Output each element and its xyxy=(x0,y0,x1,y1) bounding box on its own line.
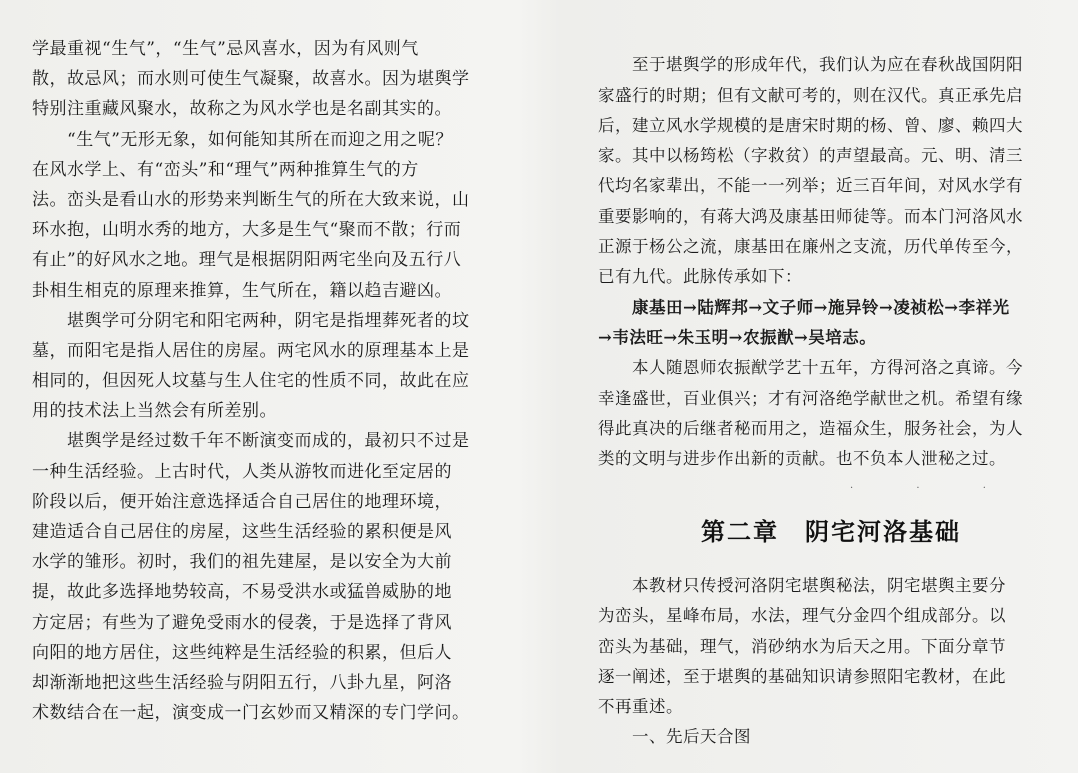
text-line: 峦头为基础，理气，消砂纳水为后天之用。下面分章节 xyxy=(598,636,1006,656)
text-line: 法。峦头是看山水的形势来判断生气的所在大致来说，山 xyxy=(32,189,470,210)
lineage-line: →韦法旺→朱玉明→农振猷→吴培志。 xyxy=(598,327,877,347)
text-line: 堪舆学可分阴宅和阳宅两种，阴宅是指埋葬死者的坟 xyxy=(32,310,470,331)
text-line: 幸逢盛世，百业俱兴；才有河洛绝学献世之机。希望有缘 xyxy=(598,388,1023,408)
text-line: 却渐渐地把这些生活经验与阴阳五行，八卦九星，阿洛 xyxy=(32,672,452,693)
text-line: 代均名家辈出，不能一一列举；近三百年间，对风水学有 xyxy=(598,176,1023,196)
text-line: 相同的，但因死人坟墓与生人住宅的性质不同，故此在应 xyxy=(32,371,470,392)
text-line: 方定居；有些为了避免受雨水的侵袭，于是选择了背风 xyxy=(32,612,452,633)
text-line: 建造适合自己居住的房屋，这些生活经验的累积便是风 xyxy=(32,522,452,542)
text-line: 重要影响的，有蒋大鸿及康基田师徒等。而本门河洛风水 xyxy=(598,206,1023,226)
text-line: 墓，而阳宅是指人居住的房屋。两宅风水的原理基本上是 xyxy=(32,340,470,361)
text-line: 特别注重藏风聚水，故称之为风水学也是名副其实的。 xyxy=(32,99,452,120)
section-heading: 一、先后天合图 xyxy=(598,727,751,747)
right-page-text-bottom xyxy=(598,571,1064,753)
text-line: 散，故忌风；而水则可使生气凝聚，故喜水。因为堪舆学 xyxy=(32,69,470,90)
text-line: 为峦头，星峰布局，水法，理气分金四个组成部分。以 xyxy=(598,606,1006,626)
text-line: 得此真决的后继者秘而用之，造福众生，服务社会，为人 xyxy=(598,418,1023,438)
text-line: 环水抱，山明水秀的地方，大多是生气“聚而不散；行而 xyxy=(32,220,462,241)
text-line: 用的技术法上当然会有所差别。 xyxy=(32,401,277,422)
text-line: 一种生活经验。上古时代，人类从游牧而进化至定居的 xyxy=(32,461,452,482)
right-page-text-top xyxy=(598,20,1064,474)
text-line: 不再重述。 xyxy=(598,697,683,717)
text-line xyxy=(598,20,1064,50)
text-line: 已有九代。此脉传承如下： xyxy=(598,267,802,287)
text-line: 本教材只传授河洛阴宅堪舆秘法，阴宅堪舆主要分 xyxy=(598,576,1006,595)
text-line: 水学的雏形。初时，我们的祖先建屋，是以安全为大前 xyxy=(32,552,452,573)
text-line: 堪舆学是经过数千年不断演变而成的，最初只不过是 xyxy=(32,431,470,452)
text-line: 学最重视“生气”，“生气”忌风喜水，因为有风则气 xyxy=(32,39,419,59)
text-line: 类的文明与进步作出新的贡献。也不负本人泄秘之过。 xyxy=(598,449,1006,469)
text-line: 逐一阐述，至于堪舆的基础知识请参照阳宅教材，在此 xyxy=(598,666,1006,686)
text-line: 有止”的好风水之地。理气是根据阴阳两宅坐向及五行八 xyxy=(32,250,462,271)
text-line: 后，建立风水学规模的是唐宋时期的杨、曾、廖、赖四大 xyxy=(598,115,1023,135)
text-line: 本人随恩师农振猷学艺十五年，方得河洛之真谛。今 xyxy=(598,358,1023,378)
text-line: 术数结合在一起，演变成一门玄妙而又精深的专门学问。 xyxy=(32,703,470,724)
chapter-number: 第二章 xyxy=(701,518,779,546)
text-line: 在风水学上、有“峦头”和“理气”两种推算生气的方 xyxy=(32,159,419,180)
text-line: “生气”无形无象，如何能知其所在而迎之用之呢？ xyxy=(32,129,453,150)
text-line: 阶段以后，便开始注意选择适合自己居住的地理环境， xyxy=(32,491,452,512)
text-line: 家盛行的时期；但有文献可考的，则在汉代。真正承先启 xyxy=(598,85,1023,105)
chapter-title: 阴宅河洛基础 xyxy=(805,518,961,546)
text-line: 至于堪舆学的形成年代，我们认为应在春秋战国阴阳 xyxy=(598,55,1023,75)
text-line: 提，故此多选择地势较高，不易受洪水或猛兽威胁的地 xyxy=(32,582,452,603)
left-page-text xyxy=(32,34,537,728)
text-line: 卦相生相克的原理来推算，生气所在，籍以趋吉避凶。 xyxy=(32,280,452,301)
lineage-line: 康基田→陆辉邦→文子师→施异铃→凌祯松→李祥光 xyxy=(598,297,1010,317)
page-smudge: · · · xyxy=(850,483,1016,494)
text-line: 家。其中以杨筠松（字救贫）的声望最高。元、明、清三 xyxy=(598,146,1023,166)
text-line: 向阳的地方居住，这些纯粹是生活经验的积累，但后人 xyxy=(32,642,452,663)
text-line: 正源于杨公之流，康基田在廉州之支流，历代单传至今， xyxy=(598,237,1023,257)
chapter-heading xyxy=(598,512,1064,547)
